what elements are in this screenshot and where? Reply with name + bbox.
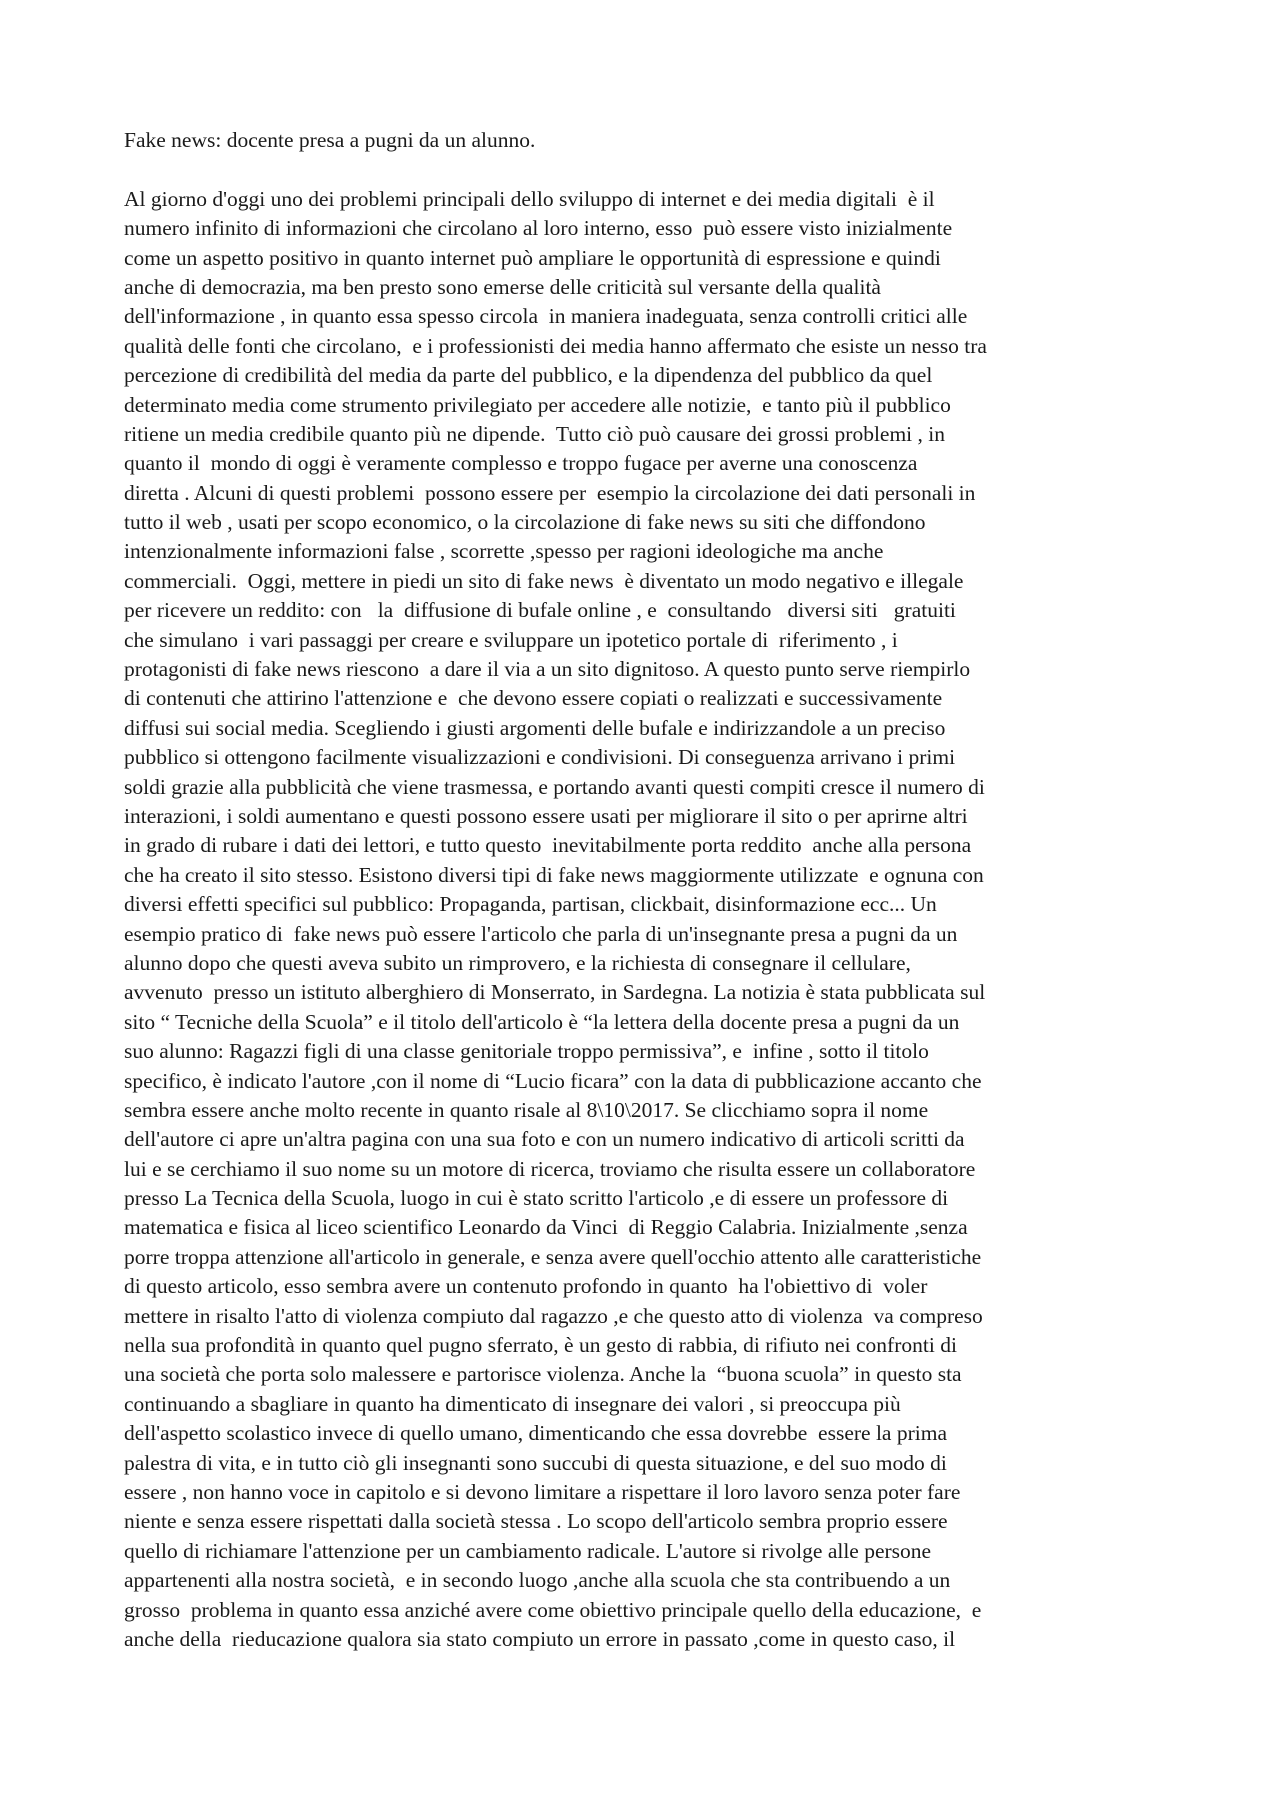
text-line: nella sua profondità in quanto quel pugno sferrato, è un gesto di rabbia, di rifiuto nei confronti di: [124, 1333, 957, 1358]
text-line: numero infinito di informazioni che circolano al loro interno, esso può essere visto inizialmente: [124, 216, 953, 241]
text-line: protagonisti di fake news riescono a dare il via a un sito dignitoso. A questo punto serve riempirlo: [124, 657, 971, 682]
text-line: determinato media come strumento privilegiato per accedere alle notizie, e tanto più il pubblico: [124, 392, 951, 417]
text-line: percezione di credibilità del media da parte del pubblico, e la dipendenza del pubblico da quel: [124, 363, 933, 388]
text-line: lui e se cerchiamo il suo nome su un motore di ricerca, troviamo che risulta essere un collaboratore: [124, 1156, 976, 1181]
text-line: dell'aspetto scolastico invece di quello umano, dimenticando che essa dovrebbe essere la prima: [124, 1421, 947, 1446]
text-line: appartenenti alla nostra società, e in secondo luogo ,anche alla scuola che sta contribuendo a un: [124, 1568, 951, 1593]
text-line: matematica e fisica al liceo scientifico Leonardo da Vinci di Reggio Calabria. Inizialmente ,senza: [124, 1215, 968, 1240]
text-line: niente e senza essere rispettati dalla società stessa . Lo scopo dell'articolo sembra proprio essere: [124, 1509, 948, 1534]
text-line: alunno dopo che questi aveva subito un rimprovero, e la richiesta di consegnare il cellulare,: [124, 950, 911, 975]
document-title: Fake news: docente presa a pugni da un alunno.: [124, 128, 536, 152]
text-line: una società che porta solo malessere e partorisce violenza. Anche la “buona scuola” in questo sta: [124, 1362, 962, 1387]
text-line: sembra essere anche molto recente in quanto risale al 8\10\2017. Se clicchiamo sopra il nome: [124, 1097, 929, 1122]
text-line: commerciali. Oggi, mettere in piedi un sito di fake news è diventato un modo negativo e illegale: [124, 568, 964, 593]
text-line: diretta . Alcuni di questi problemi possono essere per esempio la circolazione dei dati personali in: [124, 480, 976, 505]
text-line: anche di democrazia, ma ben presto sono emerse delle criticità sul versante della qualità: [124, 274, 881, 299]
text-line: esempio pratico di fake news può essere l'articolo che parla di un'insegnante presa a pugni da un: [124, 921, 958, 946]
text-line: presso La Tecnica della Scuola, luogo in cui è stato scritto l'articolo ,e di essere un professore di: [124, 1186, 949, 1211]
text-line: di contenuti che attirino l'attenzione e che devono essere copiati o realizzati e successivamente: [124, 686, 943, 711]
text-line: in grado di rubare i dati dei lettori, e tutto questo inevitabilmente porta reddito anche alla persona: [124, 833, 972, 858]
text-line: qualità delle fonti che circolano, e i professionisti dei media hanno affermato che esiste un nesso tra: [124, 333, 987, 358]
document-body: [124, 185, 1180, 1655]
text-line: dell'informazione , in quanto essa spesso circola in maniera inadeguata, senza controlli critici alle: [124, 304, 968, 329]
text-line: essere , non hanno voce in capitolo e si devono limitare a rispettare il loro lavoro senza poter fare: [124, 1479, 961, 1504]
text-line: ritiene un media credibile quanto più ne dipende. Tutto ciò può causare dei grossi problemi , in: [124, 421, 945, 446]
text-line: sito “ Tecniche della Scuola” e il titolo dell'articolo è “la lettera della docente presa a pugni da un: [124, 1009, 960, 1034]
text-line: quanto il mondo di oggi è veramente complesso e troppo fugace per averne una conoscenza: [124, 451, 918, 476]
text-line: che ha creato il sito stesso. Esistono diversi tipi di fake news maggiormente utilizzate e ognuna con: [124, 862, 984, 887]
text-line: continuando a sbagliare in quanto ha dimenticato di insegnare dei valori , si preoccupa più: [124, 1391, 901, 1416]
text-line: di questo articolo, esso sembra avere un contenuto profondo in quanto ha l'obiettivo di voler: [124, 1274, 928, 1299]
text-line: che simulano i vari passaggi per creare e sviluppare un ipotetico portale di riferimento , i: [124, 627, 898, 652]
text-line: quello di richiamare l'attenzione per un cambiamento radicale. L'autore si rivolge alle persone: [124, 1538, 932, 1563]
text-line: grosso problema in quanto essa anziché avere come obiettivo principale quello della educazione, e: [124, 1597, 982, 1622]
text-line: diversi effetti specifici sul pubblico: Propaganda, partisan, clickbait, disinformazione ecc... Un: [124, 892, 937, 917]
text-line: interazioni, i soldi aumentano e questi possono essere usati per migliorare il sito o per aprirne altri: [124, 804, 968, 828]
text-line: palestra di vita, e in tutto ciò gli insegnanti sono succubi di questa situazione, e del suo modo di: [124, 1450, 947, 1475]
text-line: mettere in risalto l'atto di violenza compiuto dal ragazzo ,e che questo atto di violenza va compreso: [124, 1303, 983, 1328]
text-line: suo alunno: Ragazzi figli di una classe genitoriale troppo permissiva”, e infine , sotto il titolo: [124, 1039, 929, 1064]
text-line: per ricevere un reddito: con la diffusione di bufale online , e consultando diversi siti gratuiti: [124, 598, 956, 623]
text-line: specifico, è indicato l'autore ,con il nome di “Lucio ficara” con la data di pubblicazione accanto che: [124, 1068, 982, 1093]
text-line: intenzionalmente informazioni false , scorrette ,spesso per ragioni ideologiche ma anche: [124, 539, 884, 564]
text-line: avvenuto presso un istituto alberghiero di Monserrato, in Sardegna. La notizia è stata pubblicata sul: [124, 980, 986, 1005]
text-line: tutto il web , usati per scopo economico, o la circolazione di fake news su siti che diffondono: [124, 510, 926, 535]
text-line: pubblico si ottengono facilmente visualizzazioni e condivisioni. Di conseguenza arrivano i primi: [124, 745, 956, 770]
text-line: porre troppa attenzione all'articolo in generale, e senza avere quell'occhio attento alle caratteristiche: [124, 1244, 982, 1269]
text-line: Al giorno d'oggi uno dei problemi principali dello sviluppo di internet e dei media digitali è il: [124, 186, 935, 211]
text-line: anche della rieducazione qualora sia stato compiuto un errore in passato ,come in questo caso, il: [124, 1626, 956, 1651]
document-page: [124, 126, 1180, 1654]
text-line: dell'autore ci apre un'altra pagina con una sua foto e con un numero indicativo di articoli scritti da: [124, 1127, 965, 1152]
text-line: soldi grazie alla pubblicità che viene trasmessa, e portando avanti questi compiti cresce il numero di: [124, 774, 985, 799]
text-line: diffusi sui social media. Scegliendo i giusti argomenti delle bufale e indirizzandole a un preciso: [124, 715, 946, 740]
text-line: come un aspetto positivo in quanto internet può ampliare le opportunità di espressione e quindi: [124, 245, 941, 270]
